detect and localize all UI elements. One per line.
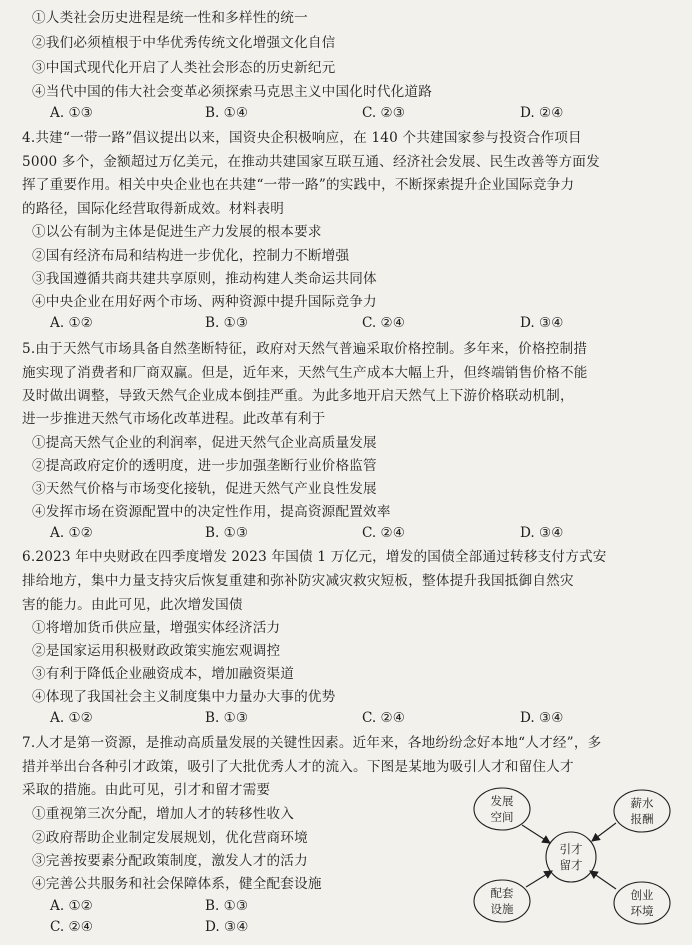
q5-option-d[interactable]: D. ③④ bbox=[520, 525, 564, 541]
q6-statement-3: ③有利于降低企业融资成本，增加融资渠道 bbox=[32, 666, 295, 682]
q3-statement-1: ①人类社会历史进程是统一性和多样性的统一 bbox=[32, 10, 308, 26]
node-label: 报酬 bbox=[630, 812, 654, 826]
q4-option-c[interactable]: C. ②④ bbox=[362, 315, 405, 331]
center-label: 引才 bbox=[559, 842, 583, 856]
arrow-bottom-left bbox=[526, 871, 552, 887]
q5-statement-2: ②提高政府定价的透明度，进一步加强垄断行业价格监管 bbox=[32, 458, 377, 474]
node-label: 空间 bbox=[490, 810, 514, 824]
node-label: 创业 bbox=[630, 888, 654, 902]
q6-option-c[interactable]: C. ②④ bbox=[362, 710, 405, 726]
q6-stem-line: 6.2023 年中央财政在四季度增发 2023 年国债 1 万亿元，增发的国债全部通过转移支付方式安 bbox=[22, 549, 607, 565]
q7-statement-4: ④完善公共服务和社会保障体系，健全配套设施 bbox=[32, 876, 322, 892]
arrow-top-right bbox=[592, 823, 616, 841]
arrow-bottom-right bbox=[590, 871, 616, 889]
q4-statement-2: ②国有经济布局和结构进一步优化，控制力不断增强 bbox=[32, 248, 350, 264]
q4-stem-line: 的路径，国际化经营取得新成效。材料表明 bbox=[22, 201, 285, 217]
node-label: 发展 bbox=[490, 794, 514, 808]
q3-statement-3: ③中国式现代化开启了人类社会形态的历史新纪元 bbox=[32, 60, 336, 76]
q4-option-a[interactable]: A. ①② bbox=[50, 315, 93, 331]
q6-stem-line: 排给地方，集中力量支持灾后恢复重建和弥补防灾减灾救灾短板，整体提升我国抵御自然灾 bbox=[22, 573, 574, 589]
q7-statement-1: ①重视第三次分配，增加人才的转移性收入 bbox=[32, 806, 295, 822]
q5-statement-3: ③天然气价格与市场变化接轨，促进天然气产业良性发展 bbox=[32, 481, 377, 497]
q7-statement-2: ②政府帮助企业制定发展规划，优化营商环境 bbox=[32, 830, 308, 846]
q6-stem-line: 害的能力。由此可见，此次增发国债 bbox=[22, 597, 243, 613]
q6-option-b[interactable]: B. ①③ bbox=[205, 710, 249, 726]
q7-stem-line: 措并举出台各种引才政策，吸引了大批优秀人才的流入。下图是某地为吸引人才和留住人才 bbox=[22, 759, 574, 775]
q7-stem-line: 采取的措施。由此可见，引才和留才需要 bbox=[22, 782, 271, 798]
q6-statement-4: ④体现了我国社会主义制度集中力量办大事的优势 bbox=[32, 689, 336, 705]
q4-option-d[interactable]: D. ③④ bbox=[520, 315, 564, 331]
q7-option-d[interactable]: D. ③④ bbox=[205, 919, 249, 935]
q3-option-a[interactable]: A. ①③ bbox=[50, 105, 93, 121]
q5-stem-line: 进一步推进天然气市场化改革进程。此改革有利于 bbox=[22, 411, 326, 427]
q3-statement-4: ④当代中国的伟大社会变革必须探索马克思主义中国化时代化道路 bbox=[32, 84, 433, 100]
q3-option-c[interactable]: C. ②③ bbox=[362, 105, 405, 121]
center-node bbox=[546, 832, 596, 882]
q6-option-a[interactable]: A. ①② bbox=[50, 710, 93, 726]
q4-stem-line: 5000 多个，金额超过万亿美元，在推动共建国家互联互通、经济社会发展、民生改善等方面发 bbox=[22, 154, 600, 170]
q7-option-c[interactable]: C. ②④ bbox=[50, 919, 93, 935]
q7-option-a[interactable]: A. ①② bbox=[50, 898, 93, 914]
q5-statement-1: ①提高天然气企业的利润率，促进天然气企业高质量发展 bbox=[32, 435, 377, 451]
q6-statement-1: ①将增加货币供应量，增强实体经济活力 bbox=[32, 620, 281, 636]
q7-option-b[interactable]: B. ①③ bbox=[205, 898, 249, 914]
q4-statement-1: ①以公有制为主体是促进生产力发展的根本要求 bbox=[32, 224, 322, 240]
node-label: 设施 bbox=[490, 902, 514, 916]
q6-option-d[interactable]: D. ③④ bbox=[520, 710, 564, 726]
node-label: 薪水 bbox=[630, 796, 654, 810]
q6-statement-2: ②是国家运用积极财政政策实施宏观调控 bbox=[32, 643, 281, 659]
q3-statement-2: ②我们必须植根于中华优秀传统文化增强文化自信 bbox=[32, 35, 336, 51]
q7-stem-line: 7.人才是第一资源，是推动高质量发展的关键性因素。近年来，各地纷纷念好本地“人才经”，多 bbox=[22, 735, 602, 751]
q4-statement-3: ③我国遵循共商共建共享原则，推动构建人类命运共同体 bbox=[32, 271, 377, 287]
node-label: 配套 bbox=[490, 886, 514, 900]
q5-stem-line: 施实现了消费者和厂商双赢。但是，近年来，天然气生产成本大幅上升，但终端销售价格不能 bbox=[22, 365, 588, 381]
q5-option-c[interactable]: C. ②④ bbox=[362, 525, 405, 541]
q4-stem-line: 挥了重要作用。相关中央企业也在共建“一带一路”的实践中，不断探索提升企业国际竞争力 bbox=[22, 177, 575, 193]
q3-option-b[interactable]: B. ①④ bbox=[205, 105, 249, 121]
q5-stem-line: 及时做出调整，导致天然气企业成本倒挂严重。为此多地开启天然气上下游价格联动机制， bbox=[22, 388, 574, 404]
talent-diagram bbox=[466, 787, 678, 927]
q5-option-a[interactable]: A. ①② bbox=[50, 525, 93, 541]
q5-option-b[interactable]: B. ①③ bbox=[205, 525, 249, 541]
q5-stem-line: 5.由于天然气市场具备自然垄断特征，政府对天然气普遍采取价格控制。多年来，价格控制措 bbox=[22, 341, 588, 357]
q3-option-d[interactable]: D. ②④ bbox=[520, 105, 564, 121]
center-label: 留才 bbox=[559, 858, 583, 872]
q7-statement-3: ③完善按要素分配政策制度，激发人才的活力 bbox=[32, 853, 308, 869]
node-label: 环境 bbox=[630, 904, 654, 918]
q5-statement-4: ④发挥市场在资源配置中的决定性作用，提高资源配置效率 bbox=[32, 504, 391, 520]
q4-option-b[interactable]: B. ①③ bbox=[205, 315, 249, 331]
q4-stem-line: 4.共建“一带一路”倡议提出以来，国资央企积极响应，在 140 个共建国家参与投资合作项目 bbox=[22, 130, 582, 146]
arrow-top-left bbox=[522, 825, 550, 843]
q4-statement-4: ④中央企业在用好两个市场、两种资源中提升国际竞争力 bbox=[32, 294, 377, 310]
